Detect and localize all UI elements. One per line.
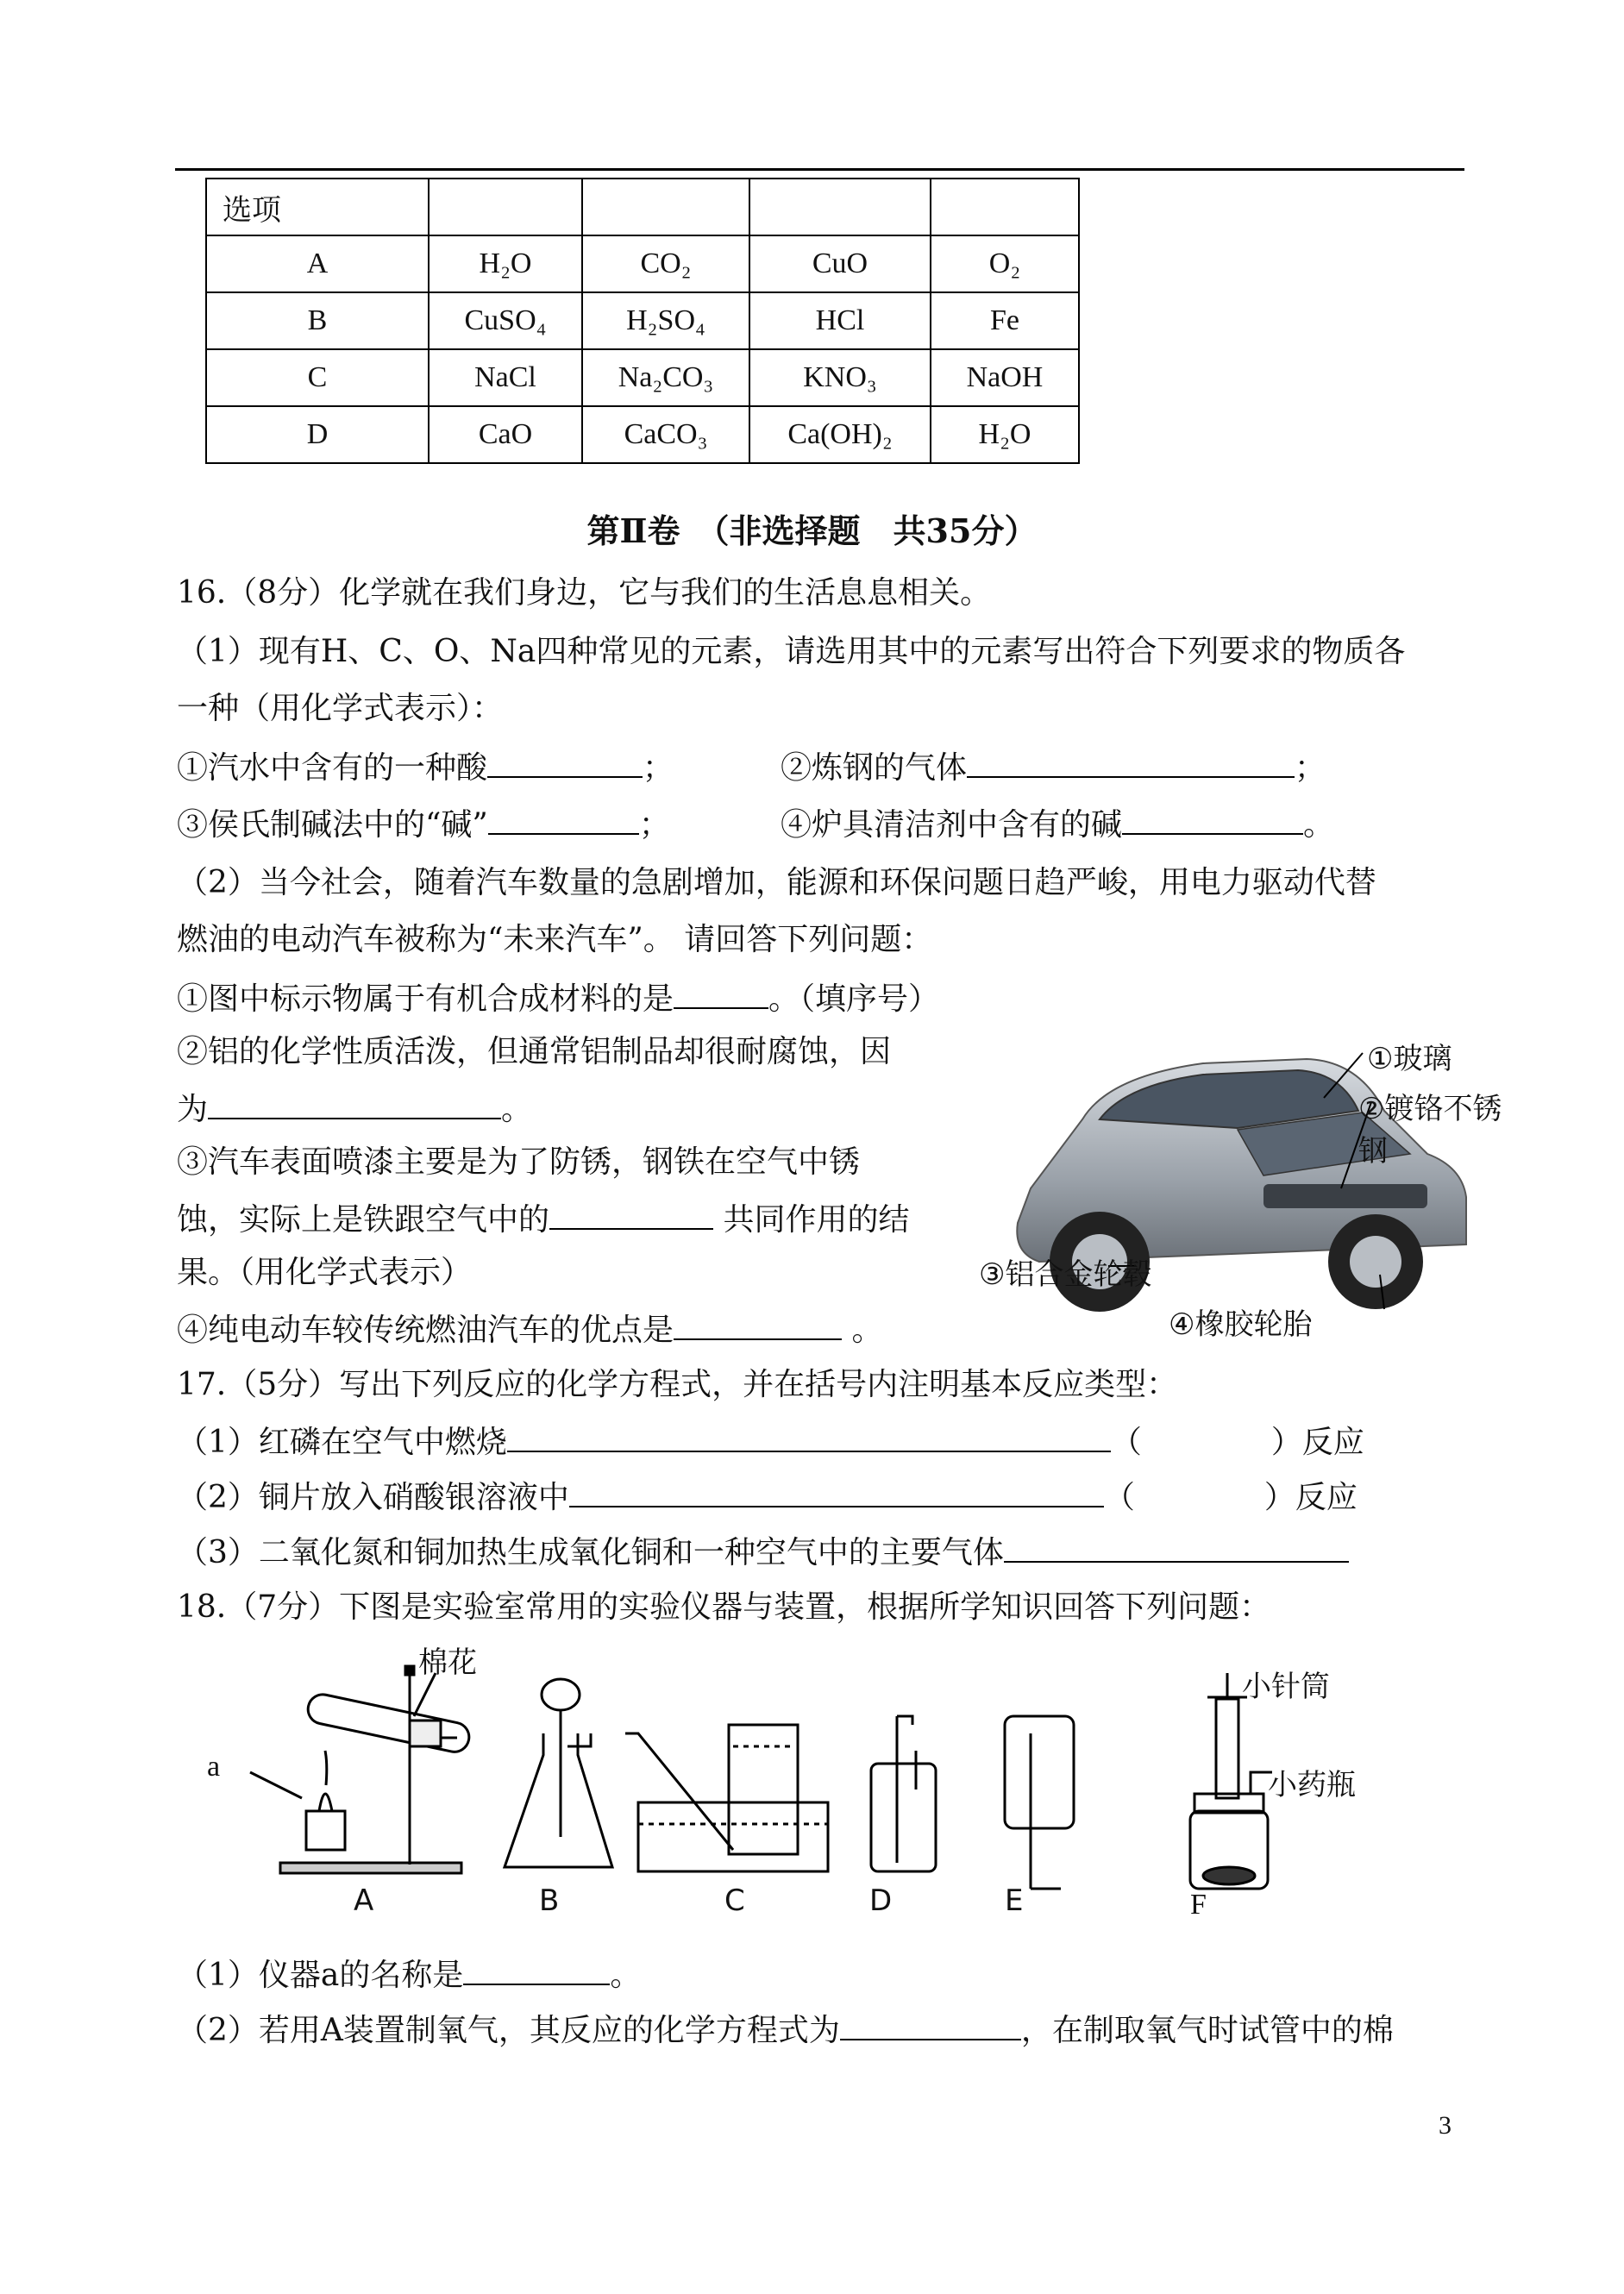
paren: （ — [1103, 1480, 1135, 1515]
table-cell: KNO₃ — [749, 349, 931, 406]
q16-sub4: ④纯电动车较传统燃油汽车的优点是 。 — [177, 1309, 882, 1350]
car-label-glass: ①玻璃 — [1367, 1042, 1452, 1076]
item-text: ④炉具清洁剂中含有的碱 — [781, 807, 1123, 843]
item-text: （3）二氧化氮和铜加热生成氧化铜和一种空气中的主要气体 — [177, 1535, 1004, 1570]
paren: ）反应 — [1270, 1425, 1364, 1460]
answer-blank[interactable] — [549, 1199, 713, 1230]
item-text: ④纯电动车较传统燃油汽车的优点是 — [177, 1313, 674, 1348]
label-a: a — [207, 1751, 221, 1783]
table-cell: HCl — [749, 292, 931, 349]
q16-part1-line1: （1）现有H、C、O、Na四种常见的元素，请选用其中的元素写出符合下列要求的物质各 — [177, 634, 1406, 669]
table-row — [206, 235, 1079, 292]
apparatus-label-B: B — [539, 1883, 560, 1918]
item-text: 共同作用的结 — [713, 1202, 910, 1238]
answer-blank[interactable] — [967, 747, 1295, 778]
table-cell: Fe — [931, 292, 1079, 349]
table-cell: Ca(OH)₂ — [749, 406, 931, 463]
item-text: ，在制取氧气时试管中的棉 — [1020, 2013, 1394, 2048]
item-text: （2）铜片放入硝酸银溶液中 — [177, 1480, 569, 1515]
table-cell: NaOH — [931, 349, 1079, 406]
item-text: （1）红磷在空气中燃烧 — [177, 1425, 507, 1460]
apparatus-label-E: E — [1005, 1883, 1024, 1918]
table-cell: CuSO₄ — [429, 292, 582, 349]
item-text: 为 — [177, 1092, 209, 1127]
table-cell: CuO — [749, 235, 931, 292]
q16-sub3-line3: 果。（用化学式表示） — [177, 1255, 473, 1290]
table-cell: A — [206, 235, 429, 292]
q16-sub3-line1: ③汽车表面喷漆主要是为了防锈，钢铁在空气中锈 — [177, 1144, 861, 1180]
q18-stem: 18.（7分）下图是实验室常用的实验仪器与装置，根据所学知识回答下列问题： — [177, 1589, 1271, 1625]
table-cell — [749, 179, 931, 235]
table-cell: 选项 — [206, 179, 429, 235]
paren: （ — [1110, 1425, 1142, 1460]
table-row — [206, 406, 1079, 463]
apparatus-diagram — [198, 1639, 1406, 1923]
item-text: ①图中标示物属于有机合成材料的是 — [177, 981, 674, 1017]
apparatus-label-D: D — [869, 1883, 893, 1918]
table-cell — [582, 179, 749, 235]
item-text: ②炼钢的气体 — [781, 750, 968, 786]
q17-r3 — [177, 1532, 1349, 1572]
q16-part1-line2: 一种（用化学式表示）： — [177, 691, 504, 726]
item-text: 。（填序号） — [768, 981, 940, 1017]
table-cell: B — [206, 292, 429, 349]
apparatus-label-F: F — [1190, 1889, 1207, 1921]
item-text: 蚀，实际上是铁跟空气中的 — [177, 1202, 550, 1238]
table-row — [206, 179, 1079, 235]
apparatus-label-C: C — [724, 1883, 745, 1918]
label-vial: 小药瓶 — [1268, 1768, 1356, 1802]
item-text: ③侯氏制碱法中的“碱” — [177, 807, 488, 843]
q16-part2-line2: 燃油的电动汽车被称为“未来汽车”。 请回答下列问题： — [177, 922, 933, 957]
answer-blank[interactable] — [463, 1954, 610, 1985]
table-row — [206, 292, 1079, 349]
page-number: 3 — [1439, 2111, 1452, 2140]
q18-a2 — [177, 2009, 1394, 2050]
q16-sub3-line2 — [177, 1199, 909, 1239]
label-cotton: 棉花 — [418, 1645, 477, 1680]
item-text: （1）仪器a的名称是 — [177, 1958, 464, 1993]
car-label-tire: ④橡胶轮胎 — [1169, 1307, 1313, 1342]
item-text: （2）若用A装置制氧气，其反应的化学方程式为 — [177, 2013, 840, 2048]
table-cell: CaCO₃ — [582, 406, 749, 463]
paren: ）反应 — [1263, 1480, 1358, 1515]
table-cell: NaCl — [429, 349, 582, 406]
table-row — [206, 349, 1079, 406]
q16-sub2-line1: ②铝的化学性质活泼，但通常铝制品却很耐腐蚀，因 — [177, 1034, 892, 1069]
answer-blank[interactable] — [674, 978, 768, 1009]
apparatus-figure — [198, 1639, 1406, 1923]
q16-stem: 16.（8分）化学就在我们身边，它与我们的生活息息相关。 — [177, 575, 992, 611]
q16-sub1 — [177, 978, 939, 1019]
answer-blank[interactable] — [674, 1309, 842, 1340]
q18-a1: （1）仪器a的名称是 。 — [177, 1954, 641, 1995]
q16-sub2-line2: 为 。 — [177, 1088, 532, 1129]
header-rule — [175, 168, 1464, 171]
item-text: ①汽水中含有的一种酸 — [177, 750, 488, 786]
table-cell: CO₂ — [582, 235, 749, 292]
answer-blank[interactable] — [208, 1088, 501, 1119]
table-cell: O₂ — [931, 235, 1079, 292]
table-cell: H₂O — [931, 406, 1079, 463]
answer-blank[interactable] — [487, 747, 643, 778]
q17-r2 — [177, 1476, 1358, 1517]
section-title: 第Ⅱ卷 （非选择题 共35分） — [586, 511, 1038, 550]
q16-item2: ②炼钢的气体 ； — [781, 747, 1326, 787]
options-table — [205, 178, 1080, 464]
q16-part2-line1: （2）当今社会，随着汽车数量的急剧增加，能源和环保问题日趋严峻，用电力驱动代替 — [177, 865, 1376, 900]
answer-blank[interactable] — [507, 1421, 1111, 1452]
label-syringe: 小针筒 — [1242, 1670, 1330, 1704]
table-cell: H₂SO₄ — [582, 292, 749, 349]
table-cell: H₂O — [429, 235, 582, 292]
q16-item4: ④炉具清洁剂中含有的碱 。 — [781, 804, 1334, 844]
answer-blank[interactable] — [1122, 804, 1303, 835]
q17-stem: 17.（5分）写出下列反应的化学方程式，并在括号内注明基本反应类型： — [177, 1367, 1178, 1402]
car-label-chrome: ②镀铬不锈钢 — [1358, 1092, 1502, 1169]
q17-r1 — [177, 1421, 1364, 1462]
answer-blank[interactable] — [569, 1476, 1104, 1507]
table-cell — [931, 179, 1079, 235]
table-cell — [429, 179, 582, 235]
q16-item3: ③侯氏制碱法中的“碱” ； — [177, 804, 670, 844]
answer-blank[interactable] — [1004, 1532, 1349, 1563]
car-label-wheel: ③铝合金轮毂 — [979, 1257, 1152, 1292]
table-cell: Na₂CO₃ — [582, 349, 749, 406]
table-cell: C — [206, 349, 429, 406]
table-cell: D — [206, 406, 429, 463]
table-cell: CaO — [429, 406, 582, 463]
car-figure — [979, 1016, 1531, 1344]
apparatus-label-A: A — [354, 1883, 374, 1918]
answer-blank[interactable] — [840, 2009, 1021, 2040]
q16-item1: ①汽水中含有的一种酸 ； — [177, 747, 674, 787]
answer-blank[interactable] — [488, 804, 639, 835]
